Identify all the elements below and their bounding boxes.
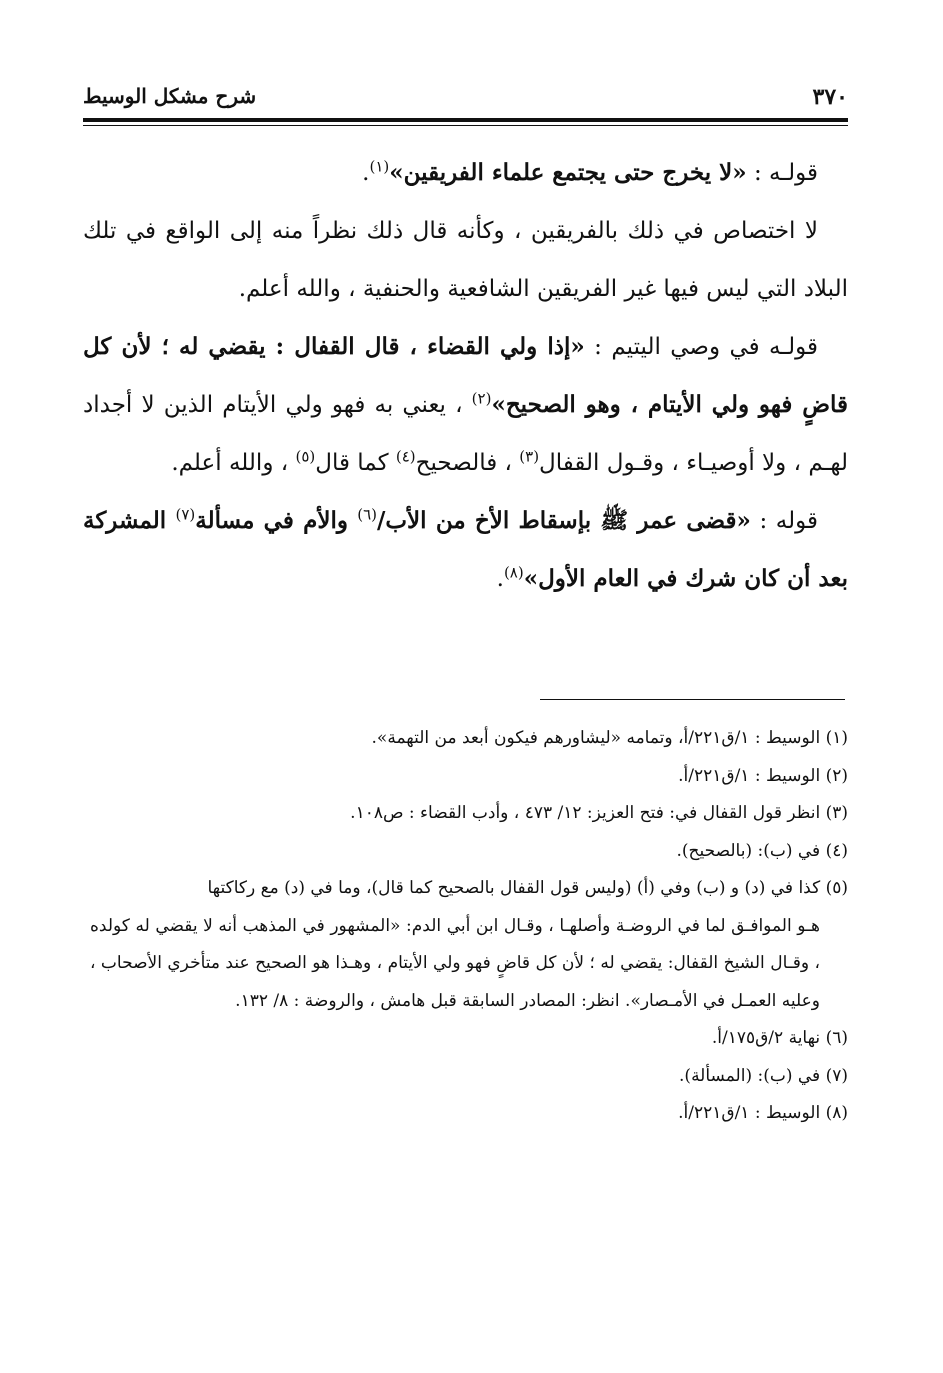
footnote-mark-4[interactable]: (٤) [395,447,416,466]
footnote-5: (٥) كذا في (د) و (ب) وفي (أ) (وليس قول القفال بالصحيح كما قال)، وما في (د) مع ركاكتها [207,878,848,898]
paragraph-4 [83,492,848,608]
p3-lead: قولـه في وصي اليتيم : [584,334,818,360]
page-header [83,84,848,114]
footnote-mark-6[interactable]: (٦) [357,505,377,524]
p4-quote-1: «قضى عمر ﷺ بإسقاط الأخ من الأب/ [377,507,751,534]
p1-quote: «لا يخرج حتى يجتمع علماء الفريقين» [389,159,747,186]
paragraph-3 [83,318,848,492]
footnote-separator [540,699,845,700]
footnote-mark-5[interactable]: (٥) [295,447,316,466]
footnote-mark-8[interactable]: (٨) [503,563,524,582]
footnote-3: (٣) انظر قول القفال في: فتح العزيز: ١٢/ ٤٧٣ ، وأدب القضاء : ص١٠٨. [350,803,848,823]
footnote-mark-2[interactable]: (٢) [471,389,492,408]
footnote-mark-3[interactable]: (٣) [519,447,540,466]
p3-mid: ، يعني به فهو ولي الأيتام الذين لا أجداد لهـم ، ولا أوصيـاء ، وقـول القفال [83,392,848,476]
footnote-mark-7[interactable]: (٧) [175,505,196,524]
p4-quote-3: المشركة بعد أن كان شرك في العام الأول» [83,507,848,592]
header-rule-thick [83,118,848,122]
p4-quote-2: والأم في مسألة [195,507,358,534]
footnote-6: (٦) نهاية ٢/ق١٧٥/أ. [711,1028,848,1048]
header-rule-thin [83,125,848,126]
footnote-2: (٢) الوسيط : ١/ق٢٢١/أ. [678,765,848,786]
paragraph-2: لا اختصاص في ذلك بالفريقين ، وكأنه قال ذلك نظراً منه إلى الواقع في تلك البلاد التي ليس فيها غير الفريقين الشافعية والحنفية ، والله أعلم. [83,218,848,302]
p3-mid3: كما قال [315,450,396,476]
footnote-mark-1[interactable]: (١) [369,157,390,176]
paragraph-1 [83,144,848,202]
p4-end: . [496,566,504,592]
p4-lead: قوله : [750,508,818,534]
p3-mid2: ، فالصحيح [415,450,520,476]
main-text [83,144,848,608]
footnote-7: (٧) في (ب): (المسألة). [679,1065,848,1086]
footnote-4: (٤) في (ب): (بالصحيح). [676,840,848,861]
footnote-1: (١) الوسيط : ١/ق٢٢١/أ، وتمامه «ليشاورهم فيكون أبعد من التهمة». [371,728,848,748]
running-title: شرح مشكل الوسيط [83,84,257,108]
footnote-8: (٨) الوسيط : ١/ق٢٢١/أ. [678,1103,848,1123]
p1-lead: قولـه : [746,160,818,186]
page-number: ٣٧٠ [812,84,848,110]
footnote-5-continued: هـو الموافـق لما في الروضـة وأصلهـا ، وقـال ابن أبي الدم: «المشهور في المذهب أنه لا يقضي له كولده ، وقـال الشيخ القفال: يقضي له ؛ لأن كل قاضٍ فهو ولي الأيتام ، وهـذا هو الصحيح عند متأخري الأصحاب ، وعليه العمـل في الأمـصار». انظر: المصادر السابقة قبل هامش ، والروضة : ٨/ ١٣٢. [90,915,820,1011]
footnotes [90,720,848,1133]
p3-end: ، والله أعلم. [171,450,296,476]
p3-quote: «إذا ولي القضاء ، قال القفال : يقضي له ؛ لأن كل قاضٍ فهو ولي الأيتام ، وهو الصحيح» [83,333,849,418]
p1-end: . [362,160,370,186]
